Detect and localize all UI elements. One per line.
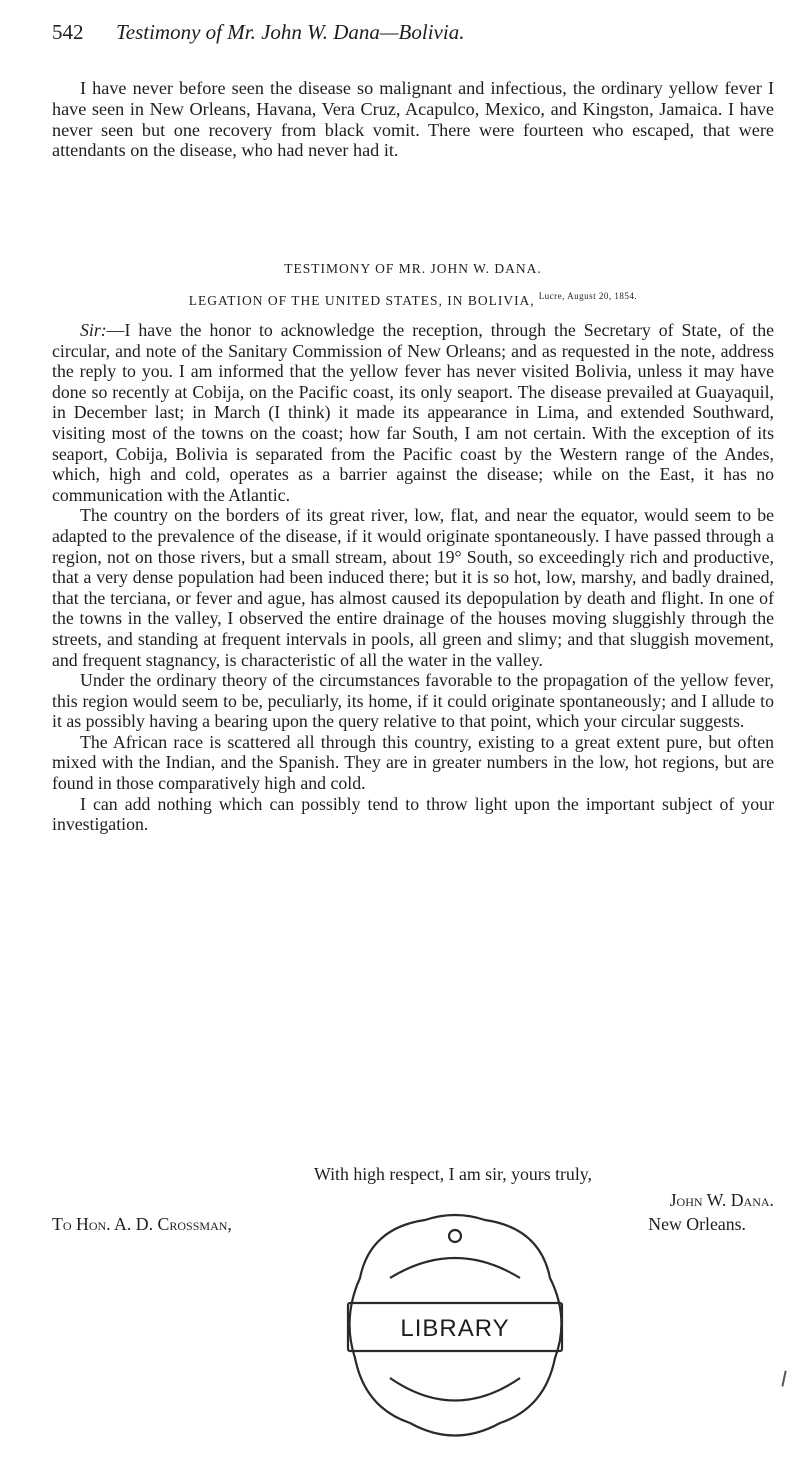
running-head (52, 20, 772, 50)
letter-paragraph-3: Under the ordinary theory of the circumstances favorable to the propagation of the yellow fever, this region would seem to be, peculiarly, its home, if it could originate spontaneously; and I allude to it as possibly having a bearing upon the query relative to that point, which your circular suggests. (52, 670, 774, 732)
dateline: Lucre, August 20, 1854. (538, 291, 638, 301)
letter-paragraph-2: The country on the borders of its great river, low, flat, and near the equator, would seem to be adapted to the prevalence of the disease, if it would originate spontaneously. I have passed through a region, not on those rivers, but a small stream, about 19° South, so exceedingly rich and productive, that a very dense population had been induced there; but it is so hot, low, marshy, and badly drained, that the terciana, or fever and ague, has almost caused its depopulation by death and flight. In one of the towns in the valley, I observed the entire drainage of the houses moving sluggishly through the streets, and standing at frequent intervals in pools, all green and slimy; and that sluggish movement, and frequent stagnancy, is characteristic of all the water in the valley. (52, 505, 774, 670)
stamp-inner-circle (449, 1230, 461, 1242)
intro-paragraph: I have never before seen the disease so malignant and infectious, the ordinary yellow fever I have seen in New Orleans, Havana, Vera Cruz, Acapulco, Mexico, and Kingston, Jamaica. I have never seen but one recovery from black vomit. There were fourteen who escaped, that were attendants on the disease, who had never had it. (52, 78, 774, 161)
letter-paragraph-5: I can add nothing which can possibly tend to throw light upon the important subject of your investigation. (52, 793, 774, 835)
letter-paragraph-1 (52, 320, 774, 505)
stamp-inner-arc-top (390, 1258, 520, 1278)
legation-name: LEGATION OF THE UNITED STATES, IN BOLIVIA, (188, 293, 535, 308)
addressee: To Hon. A. D. Crossman, (52, 1214, 232, 1234)
letter-paragraph-4: The African race is scattered all through this country, existing to a great extent pure, but often mixed with the Indian, and the Spanish. They are in greater numbers in the low, hot regions, but are found in those comparatively high and cold. (52, 731, 774, 794)
stamp-inner-arc-bottom (390, 1378, 520, 1401)
salutation: Sir: (80, 320, 107, 340)
running-title: Testimony of Mr. John W. Dana—Bolivia. (116, 20, 465, 44)
margin-mark (781, 1371, 790, 1388)
closing-line: With high respect, I am sir, yours truly, (314, 1164, 592, 1184)
signature: John W. Dana. (669, 1190, 774, 1210)
library-stamp (330, 1208, 580, 1458)
letter-body (52, 320, 774, 835)
stamp-label: LIBRARY (400, 1315, 510, 1342)
legation-heading (52, 291, 774, 309)
page-number: 542 (52, 20, 84, 44)
addressee-place: New Orleans. (648, 1214, 746, 1234)
testimony-heading: TESTIMONY OF MR. JOHN W. DANA. (284, 261, 542, 276)
letter-paragraph-1-text: —I have the honor to acknowledge the reception, through the Secretary of State, of the circular, and note of the Sanitary Commission of New Orleans; and as requested in the note, address the reply to you. I am informed that the yellow fever has never visited Bolivia, unless it may have done so recently at Cobija, on the Pacific coast, its only seaport. The disease prevailed at Guayaquil, in December last; in March (I think) it made its appearance in Lima, and extended Southward, visiting most of the towns on the coast; how far South, I am not certain. With the exception of its seaport, Cobija, Bolivia is separated from the Pacific coast by the Western range of the Andes, which, high and cold, operates as a barrier against the disease; while on the East, it has no communication with the Atlantic. (52, 320, 774, 505)
